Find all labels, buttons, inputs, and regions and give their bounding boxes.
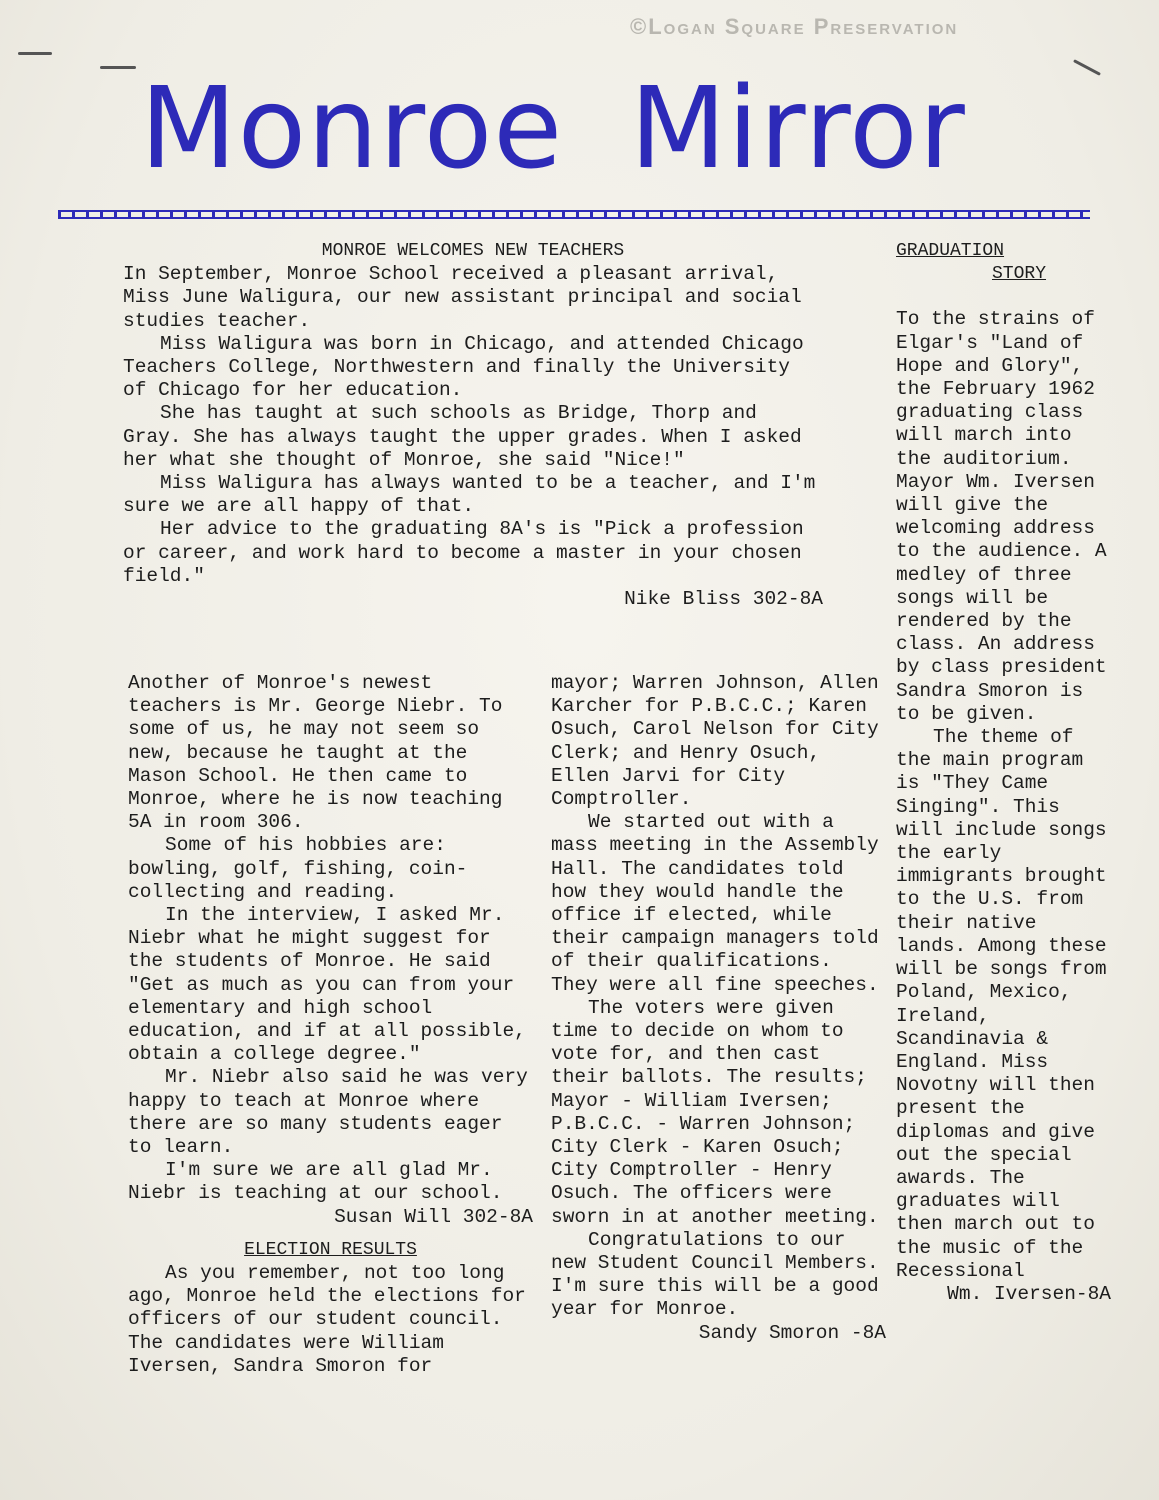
headline-election-results: ELECTION RESULTS: [244, 1239, 417, 1260]
masthead-title: Monroe Mirror: [140, 64, 966, 194]
staple-mark: [100, 66, 136, 69]
article-graduation: [896, 240, 1111, 1306]
byline: Nike Bliss 302-8A: [624, 588, 823, 611]
paragraph: She has taught at such schools as Bridge, Thorp and Gray. She has always taught the upper grades. When I asked her what she thought of Monroe, she said "Nice!": [123, 402, 802, 471]
decorative-rule: [58, 210, 1090, 219]
paragraph: Some of his hobbies are: bowling, golf, fishing, coin-collecting and reading.: [128, 834, 468, 903]
byline: Sandy Smoron -8A: [698, 1321, 886, 1344]
staple-mark: [1073, 59, 1101, 76]
paragraph: The voters were given time to decide on whom to vote for, and then cast their ballots. The results; Mayor - William Iversen; P.B.C.C. - Warren Johnson; City Clerk - Karen Osuch; City Comptroller - Henry Osuch. The officers were sworn in at another meeting.: [551, 996, 879, 1228]
headline-graduation: GRADUATION: [896, 241, 1005, 261]
headline-new-teachers: MONROE WELCOMES NEW TEACHERS: [321, 241, 625, 261]
copyright-watermark: ©Logan Square Preservation: [630, 14, 959, 39]
paragraph: Mr. Niebr also said he was very happy to teach at Monroe where there are so many students eager to learn.: [128, 1066, 528, 1159]
article-new-teachers: [123, 240, 823, 611]
paragraph: Miss Waligura was born in Chicago, and attended Chicago Teachers College, Northwestern and finally the University of Chicago for her education.: [123, 332, 804, 402]
paragraph: We started out with a mass meeting in the Assembly Hall. The candidates told how they would handle the office if elected, while their campaign managers told of their qualifications. They were all fine speeches.: [551, 811, 879, 996]
paragraph: As you remember, not too long ago, Monroe held the elections for officers of our student council. The candidates were William Iversen, Sandra Smoron for: [128, 1262, 526, 1377]
byline: Wm. Iversen-8A: [947, 1282, 1111, 1305]
paragraph: Another of Monroe's newest teachers is Mr. George Niebr. To some of us, he may not seem so new, because he taught at the Mason School. He then came to Monroe, where he is now teaching 5A in room 306.: [128, 672, 503, 834]
article-election-continued: [551, 672, 886, 1345]
paragraph: In the interview, I asked Mr. Niebr what he might suggest for the students of Monroe. He said "Get as much as you can from your elementary and high school education, and if at all possible, obtain a college degree.": [128, 904, 526, 1066]
paragraph: Her advice to the graduating 8A's is "Pick a profession or career, and work hard to become a master in your chosen field.": [123, 518, 804, 587]
paragraph: In September, Monroe School received a pleasant arrival, Miss June Waligura, our new assistant principal and social studies teacher.: [123, 263, 802, 332]
paragraph: I'm sure we are all glad Mr. Niebr is teaching at our school.: [128, 1159, 503, 1205]
byline: Susan Will 302-8A: [334, 1205, 533, 1228]
paragraph: Miss Waligura has always wanted to be a teacher, and I'm sure we are all happy of that.: [123, 472, 816, 518]
paragraph: mayor; Warren Johnson, Allen Karcher for P.B.C.C.; Karen Osuch, Carol Nelson for City Clerk; and Henry Osuch, Ellen Jarvi for City Comptroller.: [551, 672, 879, 811]
staple-mark: [18, 52, 52, 55]
paragraph: Congratulations to our new Student Council Members. I'm sure this will be a good year for Monroe.: [551, 1228, 879, 1321]
paragraph: The theme of the main program is "They Came Singing". This will include songs the early immigrants brought to the U.S. from their native lands. Among these will be songs from Poland, Mexico, Ireland, Scandinavia & England. Miss Novotny will then present the diplomas and give out the special awards. The graduates will then march out to the music of the Recessional: [896, 726, 1107, 1282]
headline-graduation-story: STORY: [992, 264, 1047, 285]
article-niebr: [128, 672, 533, 1378]
paragraph: To the strains of Elgar's "Land of Hope and Glory", the February 1962 graduating class will march into the auditorium. Mayor Wm. Iversen will give the welcoming address to the audience. A medley of three songs will be rendered by the class. An address by class president Sandra Smoron is to be given.: [896, 308, 1107, 725]
